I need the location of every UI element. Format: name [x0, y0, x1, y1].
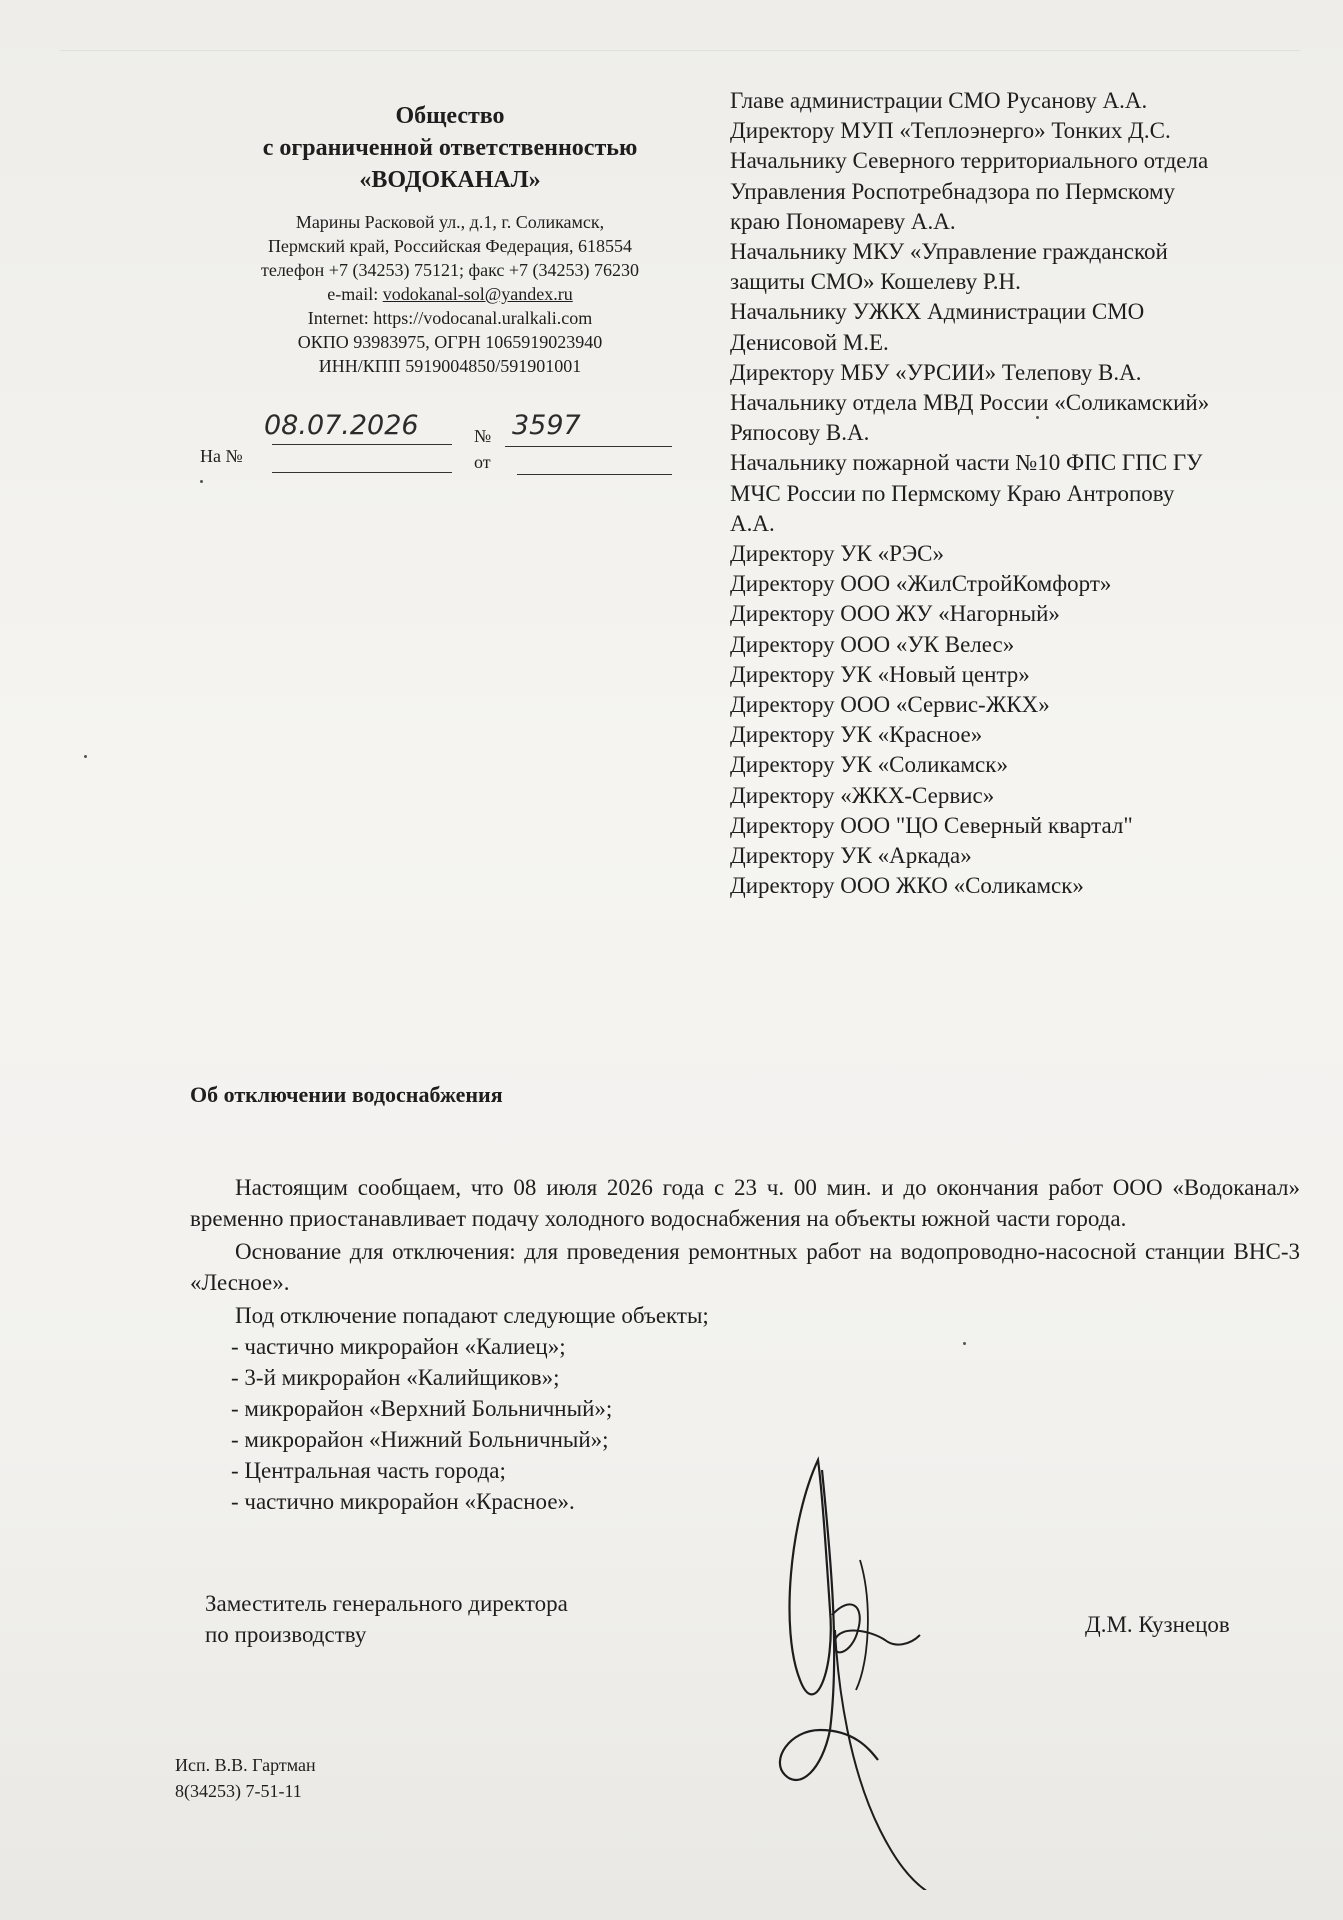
recipient-line: Начальнику отдела МВД России «Соликамский»: [730, 390, 1210, 416]
phone-fax: телефон +7 (34253) 75121; факс +7 (34253) 76230: [260, 260, 640, 280]
paper-speck: [84, 755, 87, 758]
recipient-line: А.А.: [730, 510, 775, 536]
objects-intro: Под отключение попадают следующие объекты;: [235, 1303, 709, 1328]
letter-subject: Об отключении водоснабжения: [190, 1082, 503, 1107]
recipient-line: Денисовой М.Е.: [730, 329, 889, 355]
letter-body: [190, 1172, 1300, 1517]
recipient-line: Директору «ЖКХ-Сервис»: [730, 782, 995, 808]
recipient-line: Директору УК «Красное»: [730, 722, 983, 748]
list-item: - 3-й микрорайон «Калийщиков»;: [231, 1365, 560, 1390]
recipient-line: Ряпосову В.А.: [730, 420, 870, 446]
paper-speck: [200, 480, 203, 483]
recipient-line: Директору ООО ЖУ «Нагорный»: [730, 601, 1060, 627]
recipient-line: МЧС России по Пермскому Краю Антропову: [730, 480, 1175, 506]
org-name-line: с ограниченной ответственностью: [262, 135, 638, 161]
recipient-line: Управления Роспотребнадзора по Пермскому: [730, 178, 1176, 204]
address-line: Марины Расковой ул., д.1, г. Соликамск,: [295, 212, 605, 232]
address-line: Пермский край, Российская Федерация, 618554: [267, 236, 633, 256]
organization-contacts: [200, 210, 700, 378]
reply-to-label: На №: [200, 446, 243, 466]
list-item: - микрорайон «Верхний Больничный»;: [231, 1396, 613, 1421]
org-name-line: «ВОДОКАНАЛ»: [359, 167, 541, 193]
recipient-line: Директору УК «РЭС»: [730, 541, 944, 567]
signatory-title-line: по производству: [205, 1622, 367, 1647]
recipient-line: Начальнику Северного территориального отдела: [730, 148, 1209, 174]
executor-name: Исп. В.В. Гартман: [175, 1755, 316, 1775]
list-item: - микрорайон «Нижний Больничный»;: [231, 1427, 609, 1452]
reply-to-number-field: [272, 446, 452, 473]
objects-list: [190, 1331, 1300, 1517]
body-paragraph: Основание для отключения: для проведения ремонтных работ на водопроводно-насосной станции ВНС-3 «Лесное».: [190, 1239, 1300, 1295]
outgoing-number-label: №: [474, 426, 492, 446]
okpo-ogrn: ОКПО 93983975, ОГРН 1065919023940: [297, 332, 603, 352]
recipient-line: Начальнику МКУ «Управление гражданской: [730, 239, 1168, 265]
recipient-line: Главе администрации СМО Русанову А.А.: [730, 88, 1148, 113]
org-name-line: Общество: [395, 103, 505, 129]
list-item: - частично микрорайон «Калиец»;: [231, 1334, 566, 1359]
signatory-title-line: Заместитель генерального директора: [205, 1591, 568, 1616]
body-paragraph: Настоящим сообщаем, что 08 июля 2026 года с 23 ч. 00 мин. и до окончания работ ООО «Водоканал» временно приостанавливает подачу холодного водоснабжения на объекты южной части города.: [190, 1175, 1300, 1231]
paper-fold-shadow: [60, 50, 1300, 51]
recipient-line: краю Пономареву А.А.: [730, 208, 956, 234]
paper-speck: [963, 1342, 966, 1345]
list-item: - Центральная часть города;: [231, 1458, 506, 1483]
recipient-line: Директору МБУ «УРСИИ» Телепову В.А.: [730, 359, 1142, 385]
recipient-line: защиты СМО» Кошелеву Р.Н.: [730, 269, 1021, 295]
sender-block: [200, 100, 700, 378]
organization-name: [200, 100, 700, 196]
list-item: - частично микрорайон «Красное».: [231, 1489, 575, 1514]
inn-kpp: ИНН/КПП 5919004850/591901001: [318, 356, 582, 376]
recipient-line: Директору ООО "ЦО Северный квартал": [730, 812, 1133, 838]
recipient-line: Начальнику пожарной части №10 ФПС ГПС ГУ: [730, 450, 1203, 476]
recipient-line: Директору ООО «Сервис-ЖКХ»: [730, 692, 1050, 718]
internet-line: Internet: https://vodocanal.uralkali.com: [307, 308, 593, 328]
email-link[interactable]: vodokanal-sol@yandex.ru: [382, 284, 573, 304]
outgoing-date-handwritten: 08.07.2026: [264, 410, 419, 441]
recipient-line: Директору УК «Новый центр»: [730, 661, 1030, 687]
handwritten-signature: [760, 1430, 1000, 1890]
signatory-name: Д.М. Кузнецов: [1085, 1612, 1230, 1637]
executor-block: [175, 1752, 316, 1804]
email-line: [200, 282, 700, 306]
recipient-line: Директору УК «Аркада»: [730, 843, 972, 869]
recipient-line: Директору МУП «Теплоэнерго» Тонких Д.С.: [730, 118, 1171, 144]
recipient-line: Директору ООО «ЖилСтройКомфорт»: [730, 571, 1112, 597]
reply-from-date-field: [517, 448, 672, 475]
recipient-line: Директору ООО ЖКО «Соликамск»: [730, 873, 1084, 899]
paper-speck: [1036, 416, 1039, 419]
recipient-line: Директору ООО «УК Велес»: [730, 631, 1015, 657]
recipients-list: [730, 86, 1290, 901]
recipient-line: Начальнику УЖКХ Администрации СМО: [730, 299, 1145, 325]
executor-phone: 8(34253) 7-51-11: [175, 1781, 302, 1801]
recipient-line: Директору УК «Соликамск»: [730, 752, 1008, 778]
reply-from-label: от: [474, 452, 491, 472]
email-label: e-mail:: [327, 284, 383, 304]
signatory-title: [205, 1588, 568, 1650]
outgoing-number-handwritten: 3597: [512, 410, 581, 441]
